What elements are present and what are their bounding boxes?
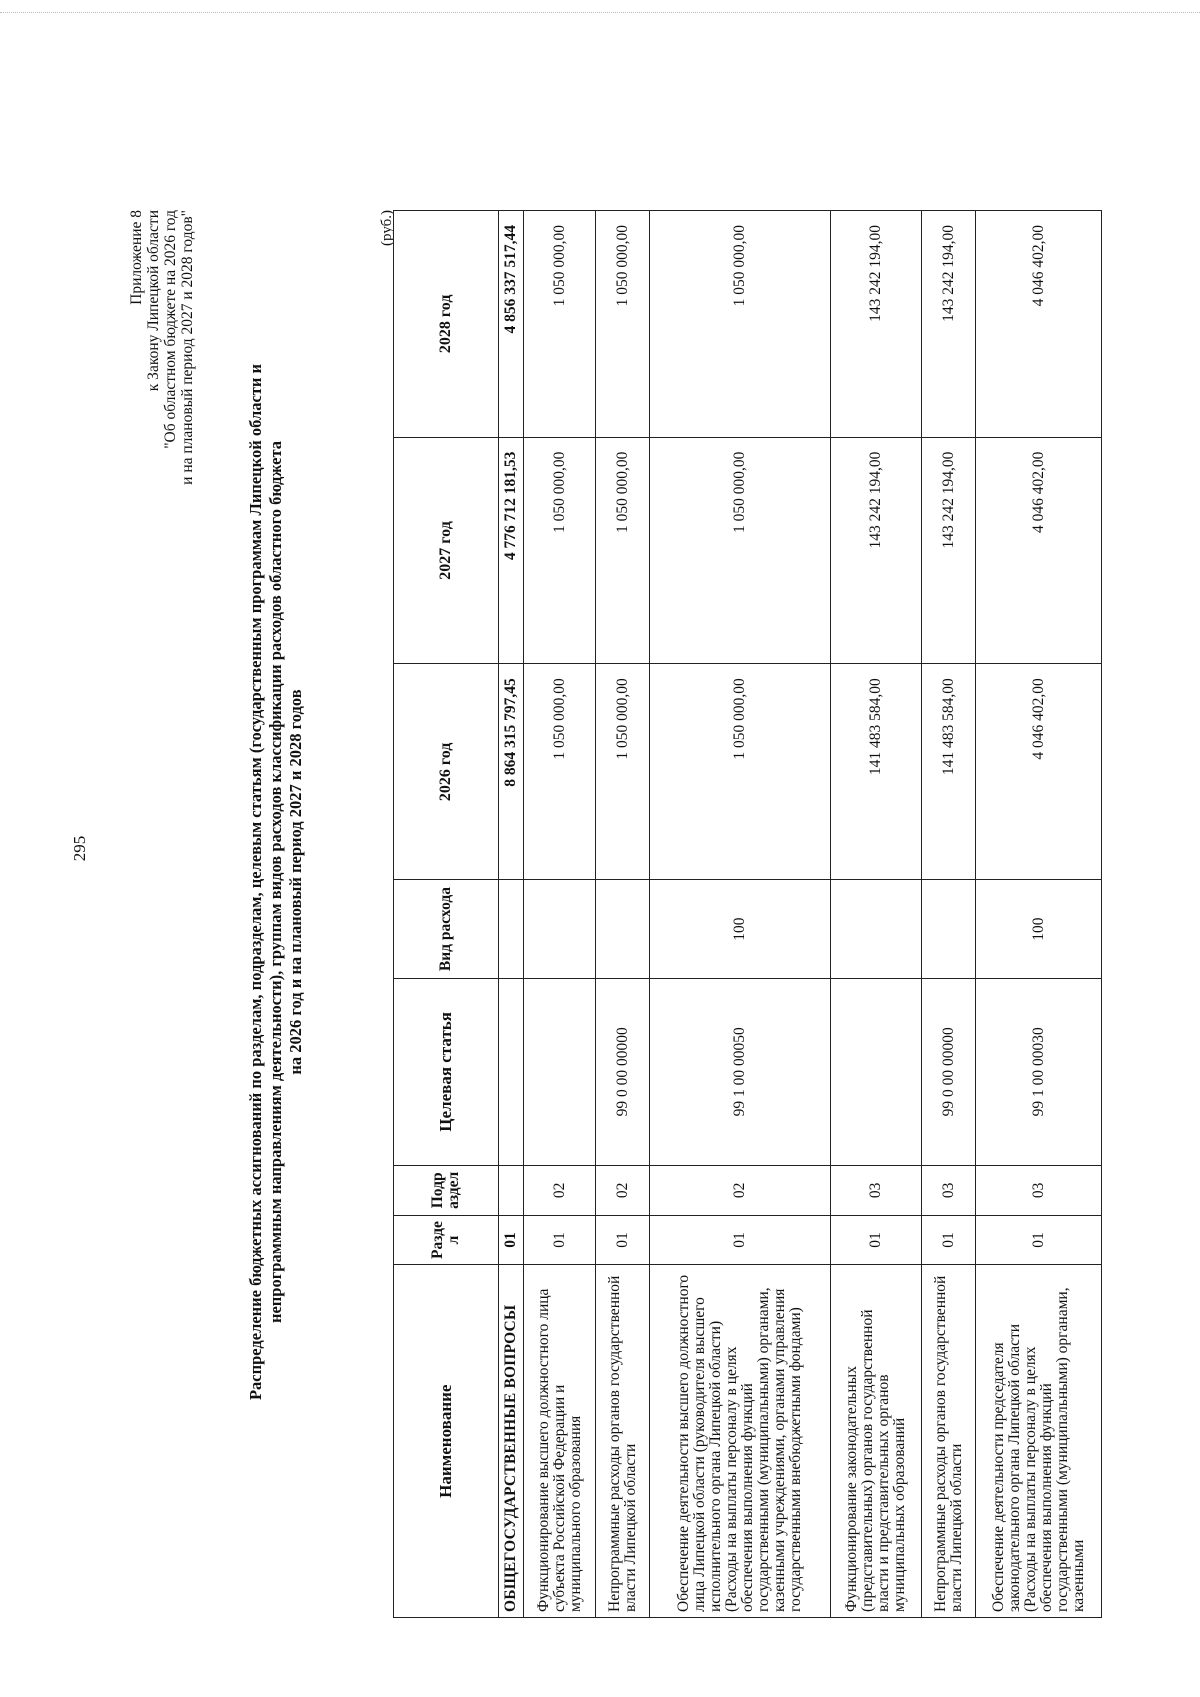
row-section: 01 [499,1215,524,1265]
row-2026: 141 483 584,00 [922,664,976,880]
header-name: Наименование [394,1265,499,1618]
page-number: 295 [70,835,89,862]
row-2027: 1 050 000,00 [524,437,596,664]
row-expense-type [831,880,922,978]
row-2026: 141 483 584,00 [831,664,922,880]
row-target: 99 0 00 00000 [922,978,976,1165]
table-row [922,211,976,1618]
row-2027: 1 050 000,00 [650,437,831,664]
row-target: 99 1 00 00030 [976,978,1102,1165]
row-name: Функционирование законодательных (представительных) органов государственной власти и представительных органов муниципальных образований [831,1265,922,1618]
row-name: ОБЩЕГОСУДАРСТВЕННЫЕ ВОПРОСЫ [499,1265,524,1618]
row-2026: 1 050 000,00 [650,664,831,880]
row-target: 99 1 00 00050 [650,978,831,1165]
table-row [831,211,922,1618]
row-2027: 1 050 000,00 [596,437,650,664]
table-row [650,211,831,1618]
appendix-line: Приложение 8 [128,210,145,305]
row-name: Непрограммные расходы органов государственной власти Липецкой области [596,1265,650,1618]
row-2028: 1 050 000,00 [596,211,650,438]
row-section: 01 [831,1215,922,1265]
row-expense-type [922,880,976,978]
row-2028: 143 242 194,00 [831,211,922,438]
appendix-block [128,210,196,485]
table-row [499,211,524,1618]
table-header-row [394,211,499,1618]
row-2028: 1 050 000,00 [524,211,596,438]
row-2028: 143 242 194,00 [922,211,976,438]
appendix-line: "Об областном бюджете на 2026 год [162,210,179,449]
document-title [246,267,306,1497]
row-target [524,978,596,1165]
row-2027: 143 242 194,00 [831,437,922,664]
row-expense-type: 100 [650,880,831,978]
row-2026: 4 046 402,00 [976,664,1102,880]
row-subsection: 02 [650,1165,831,1215]
row-target: 99 0 00 00000 [596,978,650,1165]
row-2027: 4 776 712 181,53 [499,437,524,664]
header-2028: 2028 год [394,211,499,438]
row-expense-type [499,880,524,978]
row-name: Обеспечение деятельности высшего должностного лица Липецкой области (руководителя высшего исполнительного органа Липецкой области) (Расходы на выплаты персоналу в целях обеспечения выполнения функций государственными (муниципальными) органами, казенными учреждениями, органами управления государственными внебюджетными фондами) [650,1265,831,1618]
row-name: Непрограммные расходы органов государственной власти Липецкой области [922,1265,976,1618]
header-target: Целевая статья [394,978,499,1165]
row-target [831,978,922,1165]
row-subsection [499,1165,524,1215]
row-target [499,978,524,1165]
row-2028: 1 050 000,00 [650,211,831,438]
row-2027: 4 046 402,00 [976,437,1102,664]
row-2028: 4 856 337 517,44 [499,211,524,438]
row-name: Функционирование высшего должностного лица субъекта Российской Федерации и муниципального образования [524,1265,596,1618]
row-2026: 8 864 315 797,45 [499,664,524,880]
header-2026: 2026 год [394,664,499,880]
header-subsection: Подр аздел [394,1165,499,1215]
table-row [976,211,1102,1618]
row-subsection: 03 [922,1165,976,1215]
row-subsection: 02 [524,1165,596,1215]
row-section: 01 [976,1215,1102,1265]
row-subsection: 03 [976,1165,1102,1215]
row-2026: 1 050 000,00 [524,664,596,880]
title-line: на 2026 год и на плановый период 2027 и 2028 годов [286,689,305,1075]
row-2026: 1 050 000,00 [596,664,650,880]
row-expense-type: 100 [976,880,1102,978]
row-2027: 143 242 194,00 [922,437,976,664]
row-expense-type [596,880,650,978]
row-expense-type [524,880,596,978]
row-section: 01 [524,1215,596,1265]
appendix-line: и на плановый период 2027 и 2028 годов" [179,210,196,485]
row-section: 01 [596,1215,650,1265]
budget-table [393,210,1102,1618]
table-row [596,211,650,1618]
header-section: Разде л [394,1215,499,1265]
header-2027: 2027 год [394,437,499,664]
title-line: непрограммным направлениям деятельности), группам видов расходов классификации расходов областного бюджета [266,440,285,1324]
row-2028: 4 046 402,00 [976,211,1102,438]
appendix-line: к Закону Липецкой области [145,210,162,392]
row-subsection: 02 [596,1165,650,1215]
title-line: Распределение бюджетных ассигнований по разделам, подразделам, целевым статьям (государственным программам Липецкой области и [246,363,265,1401]
row-section: 01 [650,1215,831,1265]
table-row [524,211,596,1618]
row-name: Обеспечение деятельности председателя законодательного органа Липецкой области (Расходы на выплаты персоналу в целях обеспечения выполнения функций государственными (муниципальными) органами, казенными [976,1265,1102,1618]
header-expense-type: Вид расхода [394,880,499,978]
currency-unit: (руб.) [379,210,395,246]
row-subsection: 03 [831,1165,922,1215]
row-section: 01 [922,1215,976,1265]
